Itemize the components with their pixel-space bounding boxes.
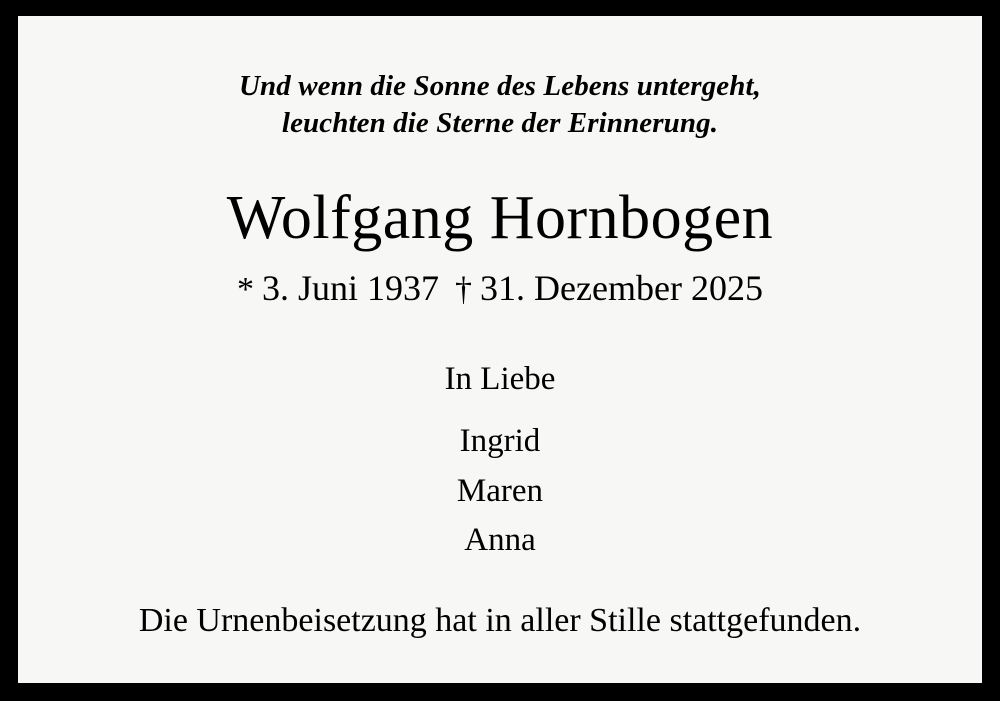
birth-star-icon: * xyxy=(237,271,255,309)
cross-icon: † xyxy=(455,271,473,309)
survivors-list xyxy=(457,423,543,558)
memorial-verse xyxy=(239,68,761,142)
life-dates xyxy=(237,269,763,309)
verse-line-1: Und wenn die Sonne des Lebens untergeht, xyxy=(238,70,762,102)
birth-date-group xyxy=(237,269,439,309)
obituary-card xyxy=(18,16,982,683)
list-item: Maren xyxy=(456,472,544,509)
death-date: 31. Dezember 2025 xyxy=(480,268,763,309)
deceased-name: Wolfgang Hornbogen xyxy=(226,184,774,253)
closing-note: Die Urnenbeisetzung hat in aller Stille stattgefunden. xyxy=(138,602,862,640)
death-date-group xyxy=(455,269,763,309)
in-love-label: In Liebe xyxy=(444,360,556,397)
list-item: Anna xyxy=(464,521,536,558)
list-item: Ingrid xyxy=(459,423,541,460)
verse-line-2: leuchten die Sterne der Erinnerung. xyxy=(281,107,719,140)
birth-date: 3. Juni 1937 xyxy=(262,268,440,309)
